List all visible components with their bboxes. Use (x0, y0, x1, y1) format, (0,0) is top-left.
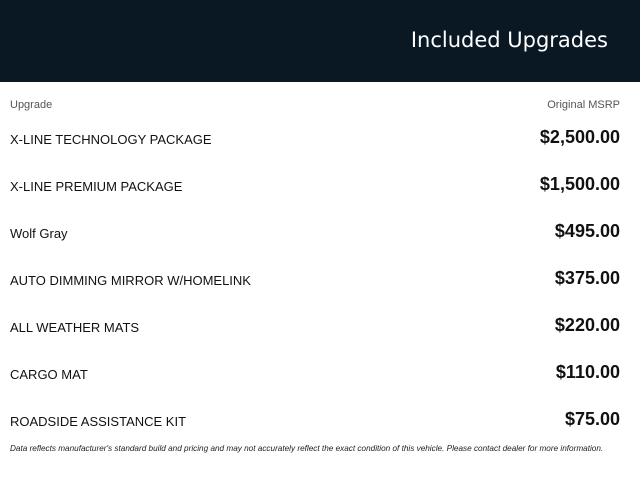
upgrade-price: $375.00 (554, 268, 620, 288)
page-title: Included Upgrades (410, 28, 608, 52)
upgrade-price: $495.00 (554, 221, 620, 241)
upgrades-list (10, 116, 620, 445)
upgrade-price: $110.00 (555, 362, 620, 382)
upgrade-name: X-LINE TECHNOLOGY PACKAGE (10, 132, 212, 147)
upgrade-name: ROADSIDE ASSISTANCE KIT (10, 414, 187, 429)
header-bar (0, 0, 640, 82)
upgrade-name: X-LINE PREMIUM PACKAGE (10, 179, 183, 194)
upgrade-name: CARGO MAT (10, 367, 88, 382)
table-row (10, 210, 620, 257)
table-row (10, 304, 620, 351)
upgrade-price: $75.00 (564, 409, 620, 429)
table-row (10, 398, 620, 445)
column-header-msrp: Original MSRP (547, 99, 620, 111)
disclaimer-text: Data reflects manufacturer's standard build and pricing and may not accurately reflect the exact condition of this vehicle. Please contact dealer for more information. (10, 444, 604, 453)
upgrade-name: Wolf Gray (10, 226, 68, 241)
table-row (10, 116, 620, 163)
table-column-headers (10, 99, 620, 113)
table-row (10, 257, 620, 304)
upgrade-price: $1,500.00 (539, 174, 620, 194)
upgrade-price: $220.00 (554, 315, 620, 335)
upgrade-price: $2,500.00 (539, 127, 620, 147)
table-row (10, 351, 620, 398)
table-row (10, 163, 620, 210)
upgrade-name: ALL WEATHER MATS (10, 320, 140, 335)
upgrade-name: AUTO DIMMING MIRROR W/HOMELINK (10, 273, 251, 288)
column-header-upgrade: Upgrade (10, 99, 53, 111)
